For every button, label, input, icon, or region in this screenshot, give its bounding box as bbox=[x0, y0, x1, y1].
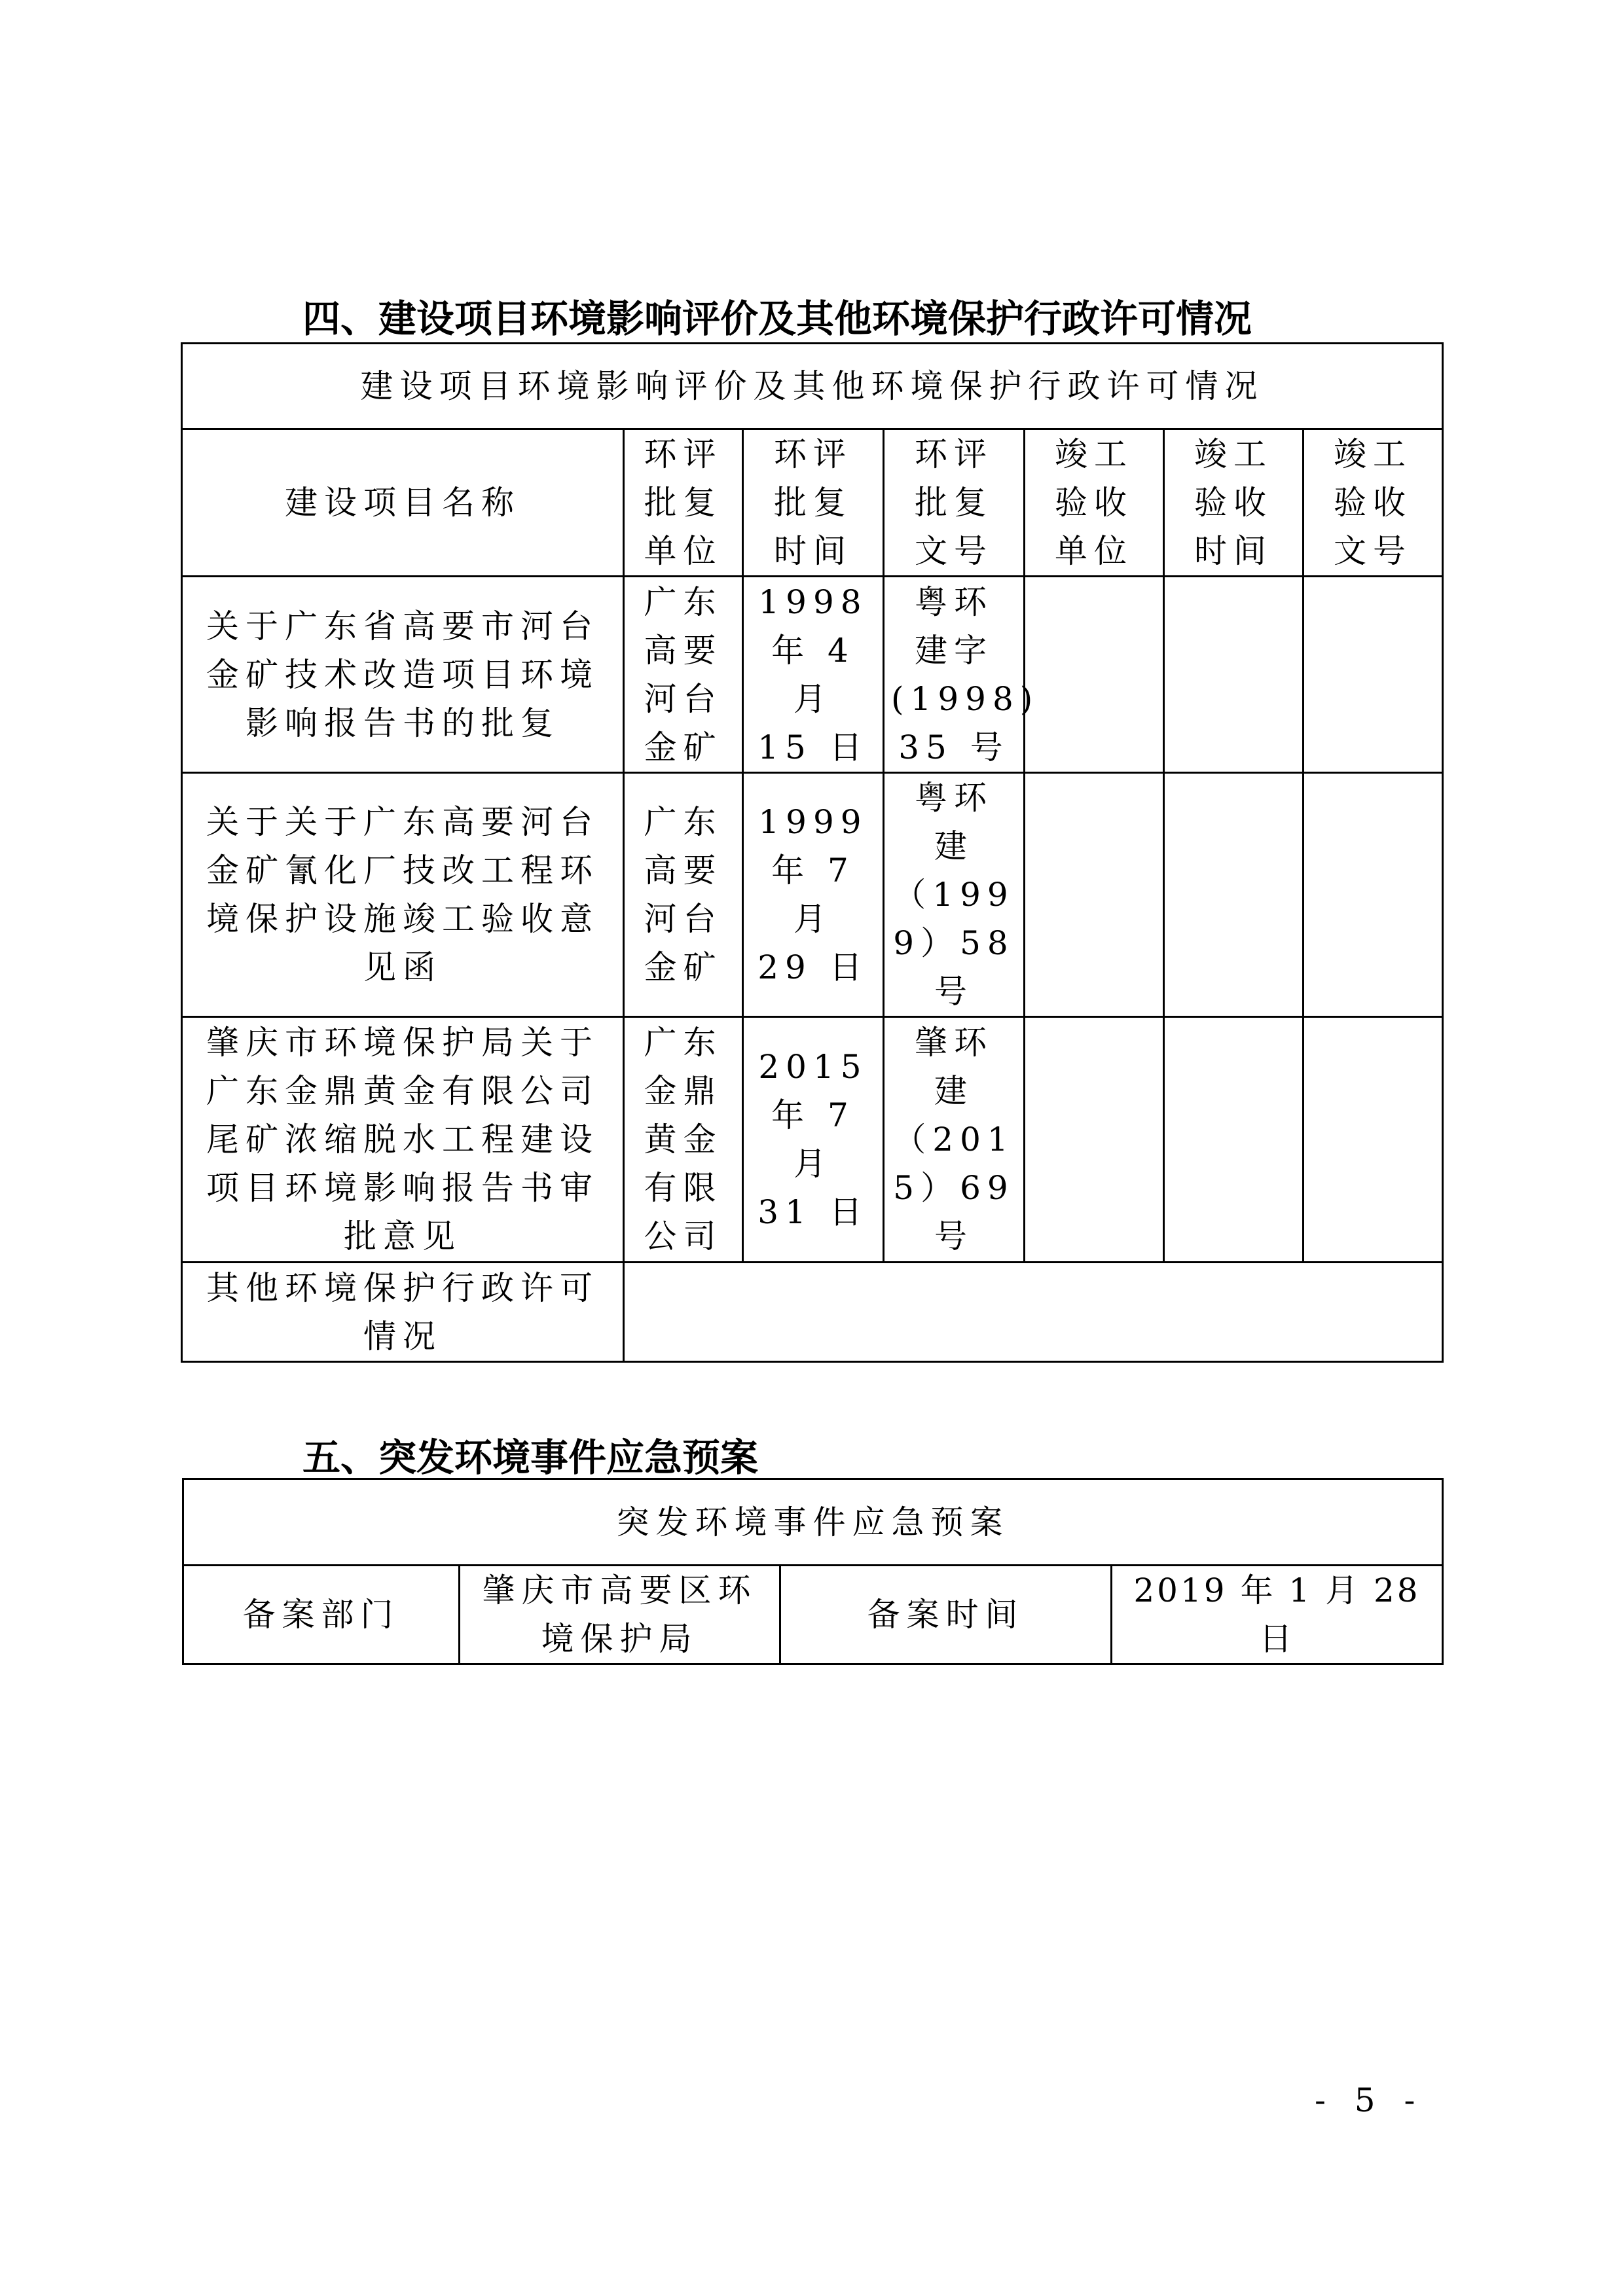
acceptance-unit-cell bbox=[1025, 577, 1164, 773]
other-permits-value bbox=[624, 1263, 1443, 1362]
section5-heading: 五、突发环境事件应急预案 bbox=[302, 1435, 759, 1480]
col-header-acceptance-date: 竣工 验收 时间 bbox=[1164, 429, 1304, 577]
acceptance-date-cell bbox=[1164, 1017, 1304, 1263]
acceptance-date-cell bbox=[1164, 773, 1304, 1017]
eia-unit-cell: 广东 高要 河台 金矿 bbox=[624, 577, 743, 773]
eia-unit-cell: 广东 高要 河台 金矿 bbox=[624, 773, 743, 1017]
eia-doc-cell: 粤环 建字 (1998) 35 号 bbox=[884, 577, 1025, 773]
emergency-plan-table bbox=[182, 1478, 1444, 1665]
eia-table bbox=[181, 342, 1444, 1363]
eia-date-cell: 2015 年 7 月 31 日 bbox=[743, 1017, 884, 1263]
page-number: - 5 - bbox=[1315, 2081, 1425, 2119]
col-header-eia-date: 环评 批复 时间 bbox=[743, 429, 884, 577]
col-header-acceptance-doc: 竣工 验收 文号 bbox=[1304, 429, 1443, 577]
filing-dept-value: 肇庆市高要区环 境保护局 bbox=[460, 1566, 780, 1664]
eia-table-title: 建设项目环境影响评价及其他环境保护行政许可情况 bbox=[182, 344, 1443, 429]
emergency-plan-title: 突发环境事件应急预案 bbox=[183, 1479, 1443, 1566]
acceptance-date-cell bbox=[1164, 577, 1304, 773]
other-permits-label: 其他环境保护行政许可 情况 bbox=[182, 1263, 624, 1362]
table-row bbox=[183, 1566, 1443, 1664]
table-row bbox=[182, 773, 1443, 1017]
acceptance-doc-cell bbox=[1304, 1017, 1443, 1263]
filing-time-value: 2019 年 1 月 28 日 bbox=[1112, 1566, 1443, 1664]
acceptance-doc-cell bbox=[1304, 577, 1443, 773]
table-row bbox=[182, 1017, 1443, 1263]
filing-dept-label: 备案部门 bbox=[183, 1566, 460, 1664]
filing-time-label: 备案时间 bbox=[780, 1566, 1112, 1664]
section4-heading: 四、建设项目环境影响评价及其他环境保护行政许可情况 bbox=[302, 296, 1252, 341]
project-name-cell: 关于广东省高要市河台 金矿技术改造项目环境 影响报告书的批复 bbox=[182, 577, 624, 773]
eia-header-row bbox=[182, 429, 1443, 577]
col-header-eia-unit: 环评 批复 单位 bbox=[624, 429, 743, 577]
eia-unit-cell: 广东 金鼎 黄金 有限 公司 bbox=[624, 1017, 743, 1263]
acceptance-unit-cell bbox=[1025, 773, 1164, 1017]
eia-date-cell: 1998 年 4 月 15 日 bbox=[743, 577, 884, 773]
acceptance-unit-cell bbox=[1025, 1017, 1164, 1263]
project-name-cell: 关于关于广东高要河台 金矿氰化厂技改工程环 境保护设施竣工验收意 见函 bbox=[182, 773, 624, 1017]
project-name-cell: 肇庆市环境保护局关于 广东金鼎黄金有限公司 尾矿浓缩脱水工程建设 项目环境影响报告书审 批意见 bbox=[182, 1017, 624, 1263]
eia-doc-cell: 肇环 建 （201 5）69 号 bbox=[884, 1017, 1025, 1263]
eia-date-cell: 1999 年 7 月 29 日 bbox=[743, 773, 884, 1017]
col-header-eia-doc: 环评 批复 文号 bbox=[884, 429, 1025, 577]
table-row bbox=[182, 577, 1443, 773]
eia-doc-cell: 粤环 建 （199 9）58 号 bbox=[884, 773, 1025, 1017]
acceptance-doc-cell bbox=[1304, 773, 1443, 1017]
other-permits-row bbox=[182, 1263, 1443, 1362]
col-header-acceptance-unit: 竣工 验收 单位 bbox=[1025, 429, 1164, 577]
col-header-project-name: 建设项目名称 bbox=[182, 429, 624, 577]
